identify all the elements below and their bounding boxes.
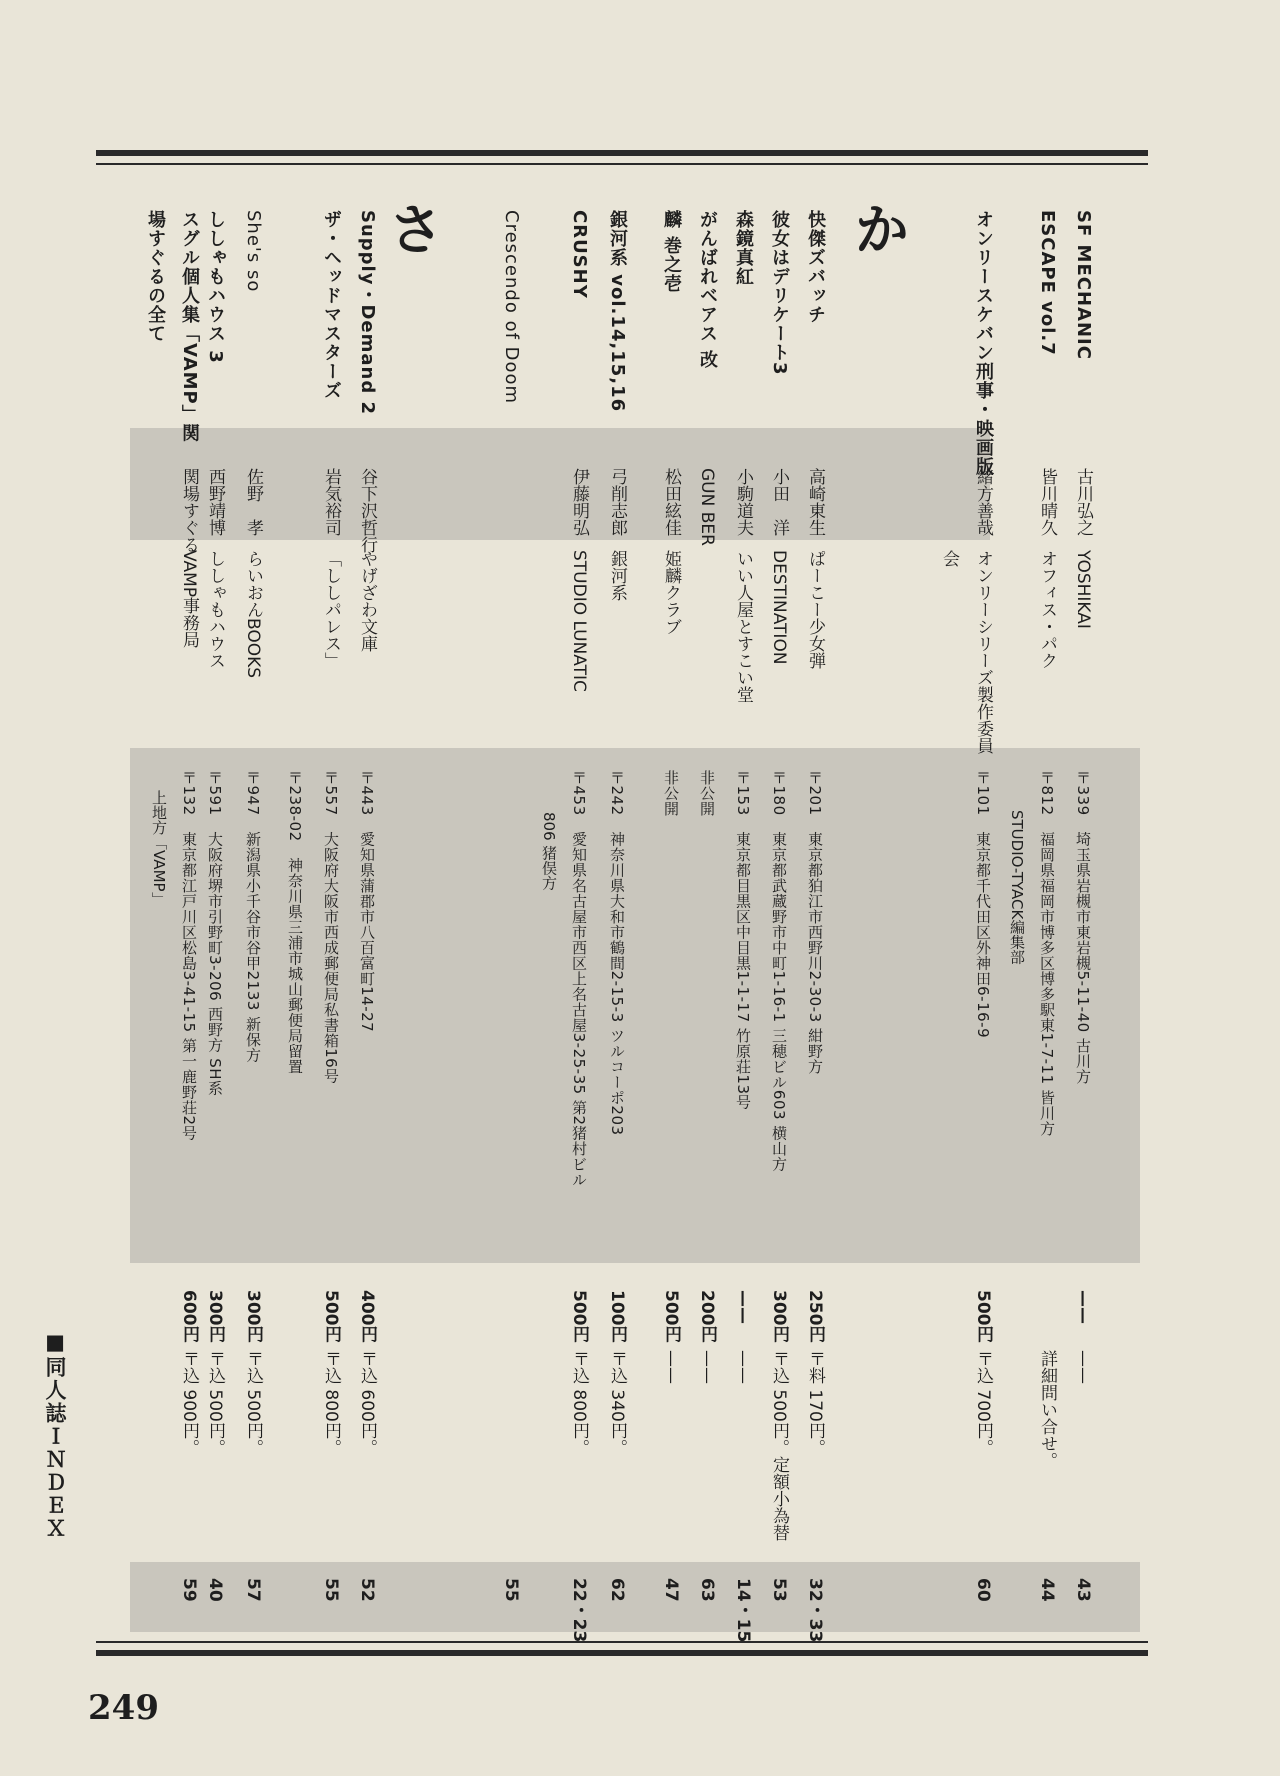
entry-address: 〒242 神奈川県大和市鶴間2-15-3 ツルコーポ203 bbox=[608, 770, 626, 1136]
entry-title: オンリースケバン刑事・映画版 bbox=[973, 210, 994, 476]
entry-address: 〒591 大阪府堺市引野町3-206 西野方 SH系 bbox=[206, 770, 224, 1096]
entry-circle: 銀河系 bbox=[607, 550, 627, 601]
entry-author: 関場すぐる bbox=[179, 468, 199, 553]
entry-circle: STUDIO LUNATIC bbox=[569, 550, 589, 692]
entry-circle: いい人屋とすこい堂 bbox=[733, 550, 753, 703]
entry-row bbox=[654, 200, 688, 1620]
entry-mail-price: 〒込 500円。 bbox=[205, 1350, 225, 1456]
entry-row bbox=[939, 200, 1000, 1620]
entry-circle: やげざわ文庫 bbox=[357, 550, 377, 652]
entry-address-line2: 上地方「VAMP」 bbox=[150, 790, 168, 907]
entry-mail-price: 〒込 340円。 bbox=[607, 1350, 627, 1456]
entry-address: 〒101 東京都千代田区外神田6-16-9 bbox=[974, 770, 992, 1039]
top-rule bbox=[96, 150, 1148, 156]
entry-price: 500円 bbox=[569, 1290, 589, 1343]
entry-title: ザ・ヘッドマスターズ bbox=[321, 210, 342, 400]
entry-mail-price: 〒込 600円。 bbox=[357, 1350, 377, 1456]
entry-address: 〒201 東京都狛江市西野川2-30-3 紺野方 bbox=[806, 770, 824, 1075]
entry-title: SF MECHANIC bbox=[1073, 210, 1094, 360]
entry-mail-price: —— bbox=[733, 1350, 753, 1384]
entry-title: 麟 巻之壱 bbox=[661, 210, 682, 294]
entry-address: 〒453 愛知県名古屋市西区上名古屋3-25-35 第2猪村ビル bbox=[570, 770, 588, 1188]
entry-circle: オンリーシリーズ製作委員会 bbox=[939, 550, 993, 754]
entry-row-cont bbox=[1000, 200, 1034, 1620]
entry-title: 銀河系 vol.14,15,16 bbox=[607, 210, 628, 413]
entry-author: 弓削志郎 bbox=[607, 468, 627, 536]
entry-author: 伊藤明弘 bbox=[569, 468, 589, 536]
entry-address-line2: 806 猪俣方 bbox=[540, 812, 558, 891]
entry-price: 250円 bbox=[805, 1290, 825, 1343]
entry-row bbox=[314, 200, 348, 1620]
entry-mail-price: 〒込 500円。定額小為替 bbox=[769, 1350, 789, 1541]
entry-address: 〒238-02 神奈川県三浦市城山郵便局留置 bbox=[286, 770, 304, 1075]
entry-page-ref: 59 bbox=[179, 1578, 199, 1602]
section-label: ■同人誌ＩＮＤＥＸ bbox=[43, 1330, 67, 1540]
entry-title: Supply・Demand 2 bbox=[357, 210, 378, 415]
entry-page-ref: 52 bbox=[357, 1578, 377, 1602]
entry-author: 谷下沢哲行 bbox=[357, 468, 377, 553]
entry-title: Crescendo of Doom bbox=[501, 210, 522, 405]
entry-row bbox=[726, 200, 760, 1643]
entry-address: 非公開 bbox=[662, 770, 680, 817]
entry-price: 500円 bbox=[321, 1290, 341, 1343]
entry-page-ref: 63 bbox=[697, 1578, 717, 1602]
entry-mail-price: 〒料 170円。 bbox=[805, 1350, 825, 1456]
entry-circle: オフィス・パク bbox=[1037, 550, 1057, 669]
entry-address: 〒132 東京都江戸川区松島3-41-15 第一鹿野荘2号 bbox=[180, 770, 198, 1141]
entry-page-ref: 14・15 bbox=[733, 1578, 753, 1643]
entry-mail-price: —— bbox=[1073, 1350, 1093, 1384]
entry-mail-price: —— bbox=[697, 1350, 717, 1384]
entry-page-ref: 40 bbox=[205, 1578, 225, 1602]
section-head-ka: か bbox=[845, 200, 911, 256]
entry-price: 500円 bbox=[661, 1290, 681, 1343]
entry-page-ref: 55 bbox=[501, 1578, 521, 1602]
entry-row bbox=[278, 200, 312, 1620]
entry-title: がんばれベアス 改 bbox=[697, 210, 718, 370]
entry-author: 皆川晴久 bbox=[1037, 468, 1057, 536]
entry-row bbox=[350, 200, 384, 1620]
entry-address: 〒557 大阪府大阪市西成郵便局私書箱16号 bbox=[322, 770, 340, 1084]
entry-page-ref: 47 bbox=[661, 1578, 681, 1602]
entry-mail-price: 〒込 700円。 bbox=[973, 1350, 993, 1456]
entry-page-ref: 60 bbox=[973, 1578, 993, 1602]
entry-mail-price: 〒込 500円。 bbox=[243, 1350, 263, 1456]
entry-address: 〒153 東京都目黒区中目黒1-1-17 竹原荘13号 bbox=[734, 770, 752, 1110]
entry-circle: YOSHIKAI bbox=[1073, 550, 1093, 629]
entry-page-ref: 62 bbox=[607, 1578, 627, 1602]
entry-mail-price: 〒込 900円。 bbox=[179, 1350, 199, 1456]
entry-page-ref: 43 bbox=[1073, 1578, 1093, 1602]
entry-row bbox=[690, 200, 724, 1620]
bottom-rule bbox=[96, 1650, 1148, 1656]
entry-author: 緒方善哉 bbox=[973, 468, 993, 536]
entry-address: 〒812 福岡県福岡市博多区博多駅東1-7-11 皆川方 bbox=[1038, 770, 1056, 1137]
entry-row bbox=[146, 200, 206, 1620]
entry-circle: 「ししパレス」 bbox=[321, 550, 341, 669]
entry-title: 快傑ズバッチ bbox=[805, 210, 826, 324]
entry-price: —— bbox=[1073, 1290, 1093, 1324]
entry-title: ESCAPE vol.7 bbox=[1037, 210, 1058, 356]
entry-author: 小田 洋 bbox=[769, 468, 789, 536]
entry-price: 500円 bbox=[973, 1290, 993, 1343]
entry-address: 〒947 新潟県小千谷市谷甲2133 新保方 bbox=[244, 770, 262, 1063]
entry-page-ref: 44 bbox=[1037, 1578, 1057, 1602]
entry-address: 〒339 埼玉県岩槻市東岩槻5-11-40 古川方 bbox=[1074, 770, 1092, 1085]
entry-address-line2: STUDIO-TYACK編集部 bbox=[1008, 810, 1026, 965]
entry-author: 小駒道夫 bbox=[733, 468, 753, 536]
entry-price: 400円 bbox=[357, 1290, 377, 1343]
entry-mail-price: 〒込 800円。 bbox=[321, 1350, 341, 1456]
entry-page-ref: 53 bbox=[769, 1578, 789, 1602]
entry-price: 300円 bbox=[205, 1290, 225, 1343]
entry-price: —— bbox=[733, 1290, 753, 1324]
entry-row bbox=[798, 200, 832, 1643]
entry-mail-price: 詳細問い合せ。 bbox=[1037, 1350, 1057, 1469]
entry-author: 佐野 孝 bbox=[243, 468, 263, 536]
entry-author: GUN BER bbox=[697, 468, 717, 546]
entry-price: 300円 bbox=[769, 1290, 789, 1343]
entry-row bbox=[236, 200, 270, 1620]
entry-circle: らいおんBOOKS bbox=[243, 550, 263, 679]
entry-page-ref: 55 bbox=[321, 1578, 341, 1602]
entry-row-cont bbox=[532, 200, 566, 1620]
entry-row bbox=[762, 200, 796, 1620]
entry-row bbox=[1030, 200, 1064, 1620]
entry-author: 松田絃佳 bbox=[661, 468, 681, 536]
entry-mail-price: 〒込 800円。 bbox=[569, 1350, 589, 1456]
entry-page-ref: 57 bbox=[243, 1578, 263, 1602]
entry-row bbox=[600, 200, 634, 1620]
entry-title: 彼女はデリケート3 bbox=[769, 210, 790, 376]
page-number: 249 bbox=[88, 1688, 159, 1728]
entry-circle: ししゃもハウス bbox=[205, 550, 225, 669]
section-head-sa: さ bbox=[379, 200, 445, 256]
entry-address: 〒443 愛知県蒲郡市八百富町14-27 bbox=[358, 770, 376, 1033]
entry-circle: VAMP事務局 bbox=[179, 550, 199, 649]
entry-price: 100円 bbox=[607, 1290, 627, 1343]
entry-title: She's so bbox=[243, 210, 264, 293]
entry-author: 岩気裕司 bbox=[321, 468, 341, 536]
entry-price: 300円 bbox=[243, 1290, 263, 1343]
entry-row bbox=[562, 200, 596, 1643]
entry-page-ref: 22・23 bbox=[569, 1578, 589, 1643]
entry-author: 古川弘之 bbox=[1073, 468, 1093, 536]
top-rule-thin bbox=[96, 163, 1148, 165]
entry-author: 高崎東生 bbox=[805, 468, 825, 536]
entry-price: 600円 bbox=[179, 1290, 199, 1343]
entry-page-ref: 32・33 bbox=[805, 1578, 825, 1643]
entry-title: 森鏡真紅 bbox=[733, 210, 754, 286]
bottom-rule-thin bbox=[96, 1641, 1148, 1643]
entry-address: 〒180 東京都武蔵野市中町1-16-1 三穂ビル603 横山方 bbox=[770, 770, 788, 1172]
entry-price: 200円 bbox=[697, 1290, 717, 1343]
entry-mail-price: —— bbox=[661, 1350, 681, 1384]
entry-author: 西野靖博 bbox=[205, 468, 225, 536]
entry-circle: 姫麟クラブ bbox=[661, 550, 681, 635]
entry-address: 非公開 bbox=[698, 770, 716, 817]
entry-circle: DESTINATION bbox=[769, 550, 789, 665]
entry-row bbox=[1066, 200, 1100, 1620]
entry-row bbox=[494, 200, 528, 1620]
entry-title: CRUSHY bbox=[569, 210, 590, 299]
entry-title: スグル個人集「VAMP」関場すぐるの全て bbox=[145, 210, 200, 443]
entry-title: ししゃもハウス 3 bbox=[205, 210, 226, 364]
entry-circle: ぱーこー少女弾 bbox=[805, 550, 825, 669]
